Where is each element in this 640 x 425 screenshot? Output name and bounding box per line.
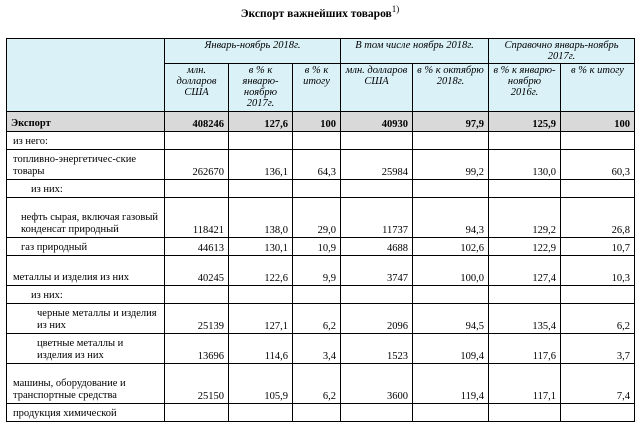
header-pct-total-2017: в % к итогу (561, 64, 635, 112)
row-label: Экспорт (7, 112, 165, 132)
header-pct-oct: в % к октябрю 2018г. (413, 64, 489, 112)
row-label: нефть сырая, включая газовый конденсат природный (7, 198, 165, 238)
cell-value: 6,2 (293, 304, 341, 334)
cell-value: 262670 (165, 150, 229, 180)
cell-value: 127,1 (229, 304, 293, 334)
cell-value: 122,6 (229, 256, 293, 286)
table-row (7, 256, 635, 286)
cell-value: 138,0 (229, 198, 293, 238)
row-label: из них: (7, 180, 165, 198)
cell-value: 6,2 (561, 304, 635, 334)
cell-value (341, 404, 413, 422)
cell-value: 94,5 (413, 304, 489, 334)
cell-value (561, 286, 635, 304)
table-row (7, 112, 635, 132)
table-row (7, 404, 635, 422)
cell-value: 4688 (341, 238, 413, 256)
cell-value: 135,4 (489, 304, 561, 334)
title-footnote: 1) (391, 4, 400, 14)
cell-value: 10,3 (561, 256, 635, 286)
cell-value: 26,8 (561, 198, 635, 238)
cell-value: 40245 (165, 256, 229, 286)
cell-value: 44613 (165, 238, 229, 256)
cell-value (165, 180, 229, 198)
cell-value: 99,2 (413, 150, 489, 180)
cell-value: 64,3 (293, 150, 341, 180)
table-row (7, 286, 635, 304)
cell-value: 3747 (341, 256, 413, 286)
row-label: металлы и изделия из них (7, 256, 165, 286)
row-label: машины, оборудование и транспортные средства (7, 364, 165, 404)
cell-value (229, 132, 293, 150)
cell-value: 127,4 (489, 256, 561, 286)
header-pct-prev-year: в % к январю-ноябрю 2017г. (229, 64, 293, 112)
row-label: из него: (7, 132, 165, 150)
cell-value (489, 286, 561, 304)
cell-value (165, 404, 229, 422)
export-table (6, 38, 635, 422)
cell-value (413, 180, 489, 198)
cell-value (229, 404, 293, 422)
cell-value: 117,1 (489, 364, 561, 404)
cell-value: 29,0 (293, 198, 341, 238)
cell-value (293, 132, 341, 150)
cell-value: 11737 (341, 198, 413, 238)
table-row (7, 364, 635, 404)
row-label: продукция химической (7, 404, 165, 422)
cell-value: 109,4 (413, 334, 489, 364)
header-mln-usd-nov: млн. долларов США (341, 64, 413, 112)
cell-value: 129,2 (489, 198, 561, 238)
header-group-nov-2018: В том числе ноябрь 2018г. (341, 39, 489, 64)
cell-value: 102,6 (413, 238, 489, 256)
cell-value: 40930 (341, 112, 413, 132)
table-row (7, 334, 635, 364)
cell-value (229, 180, 293, 198)
cell-value: 25984 (341, 150, 413, 180)
cell-value: 130,0 (489, 150, 561, 180)
cell-value (165, 132, 229, 150)
cell-value: 2096 (341, 304, 413, 334)
row-label: топливно-энергетичес-ские товары (7, 150, 165, 180)
cell-value (341, 286, 413, 304)
header-pct-2016: в % к январю-ноябрю 2016г. (489, 64, 561, 112)
cell-value: 100,0 (413, 256, 489, 286)
table-row (7, 304, 635, 334)
cell-value (561, 180, 635, 198)
cell-value: 100 (293, 112, 341, 132)
cell-value: 7,4 (561, 364, 635, 404)
cell-value: 119,4 (413, 364, 489, 404)
cell-value (293, 286, 341, 304)
cell-value (413, 132, 489, 150)
header-mln-usd: млн. долларов США (165, 64, 229, 112)
cell-value: 6,2 (293, 364, 341, 404)
cell-value: 25150 (165, 364, 229, 404)
cell-value (413, 404, 489, 422)
cell-value: 13696 (165, 334, 229, 364)
cell-value: 60,3 (561, 150, 635, 180)
cell-value (293, 180, 341, 198)
cell-value (165, 286, 229, 304)
row-label: из них: (7, 286, 165, 304)
cell-value (561, 132, 635, 150)
cell-value: 100 (561, 112, 635, 132)
cell-value (489, 132, 561, 150)
cell-value: 122,9 (489, 238, 561, 256)
cell-value (341, 180, 413, 198)
cell-value (229, 286, 293, 304)
cell-value (413, 286, 489, 304)
row-label: черные металлы и изделия из них (7, 304, 165, 334)
header-group-jan-nov-2017: Справочно январь-ноябрь 2017г. (489, 39, 635, 64)
cell-value: 105,9 (229, 364, 293, 404)
cell-value: 118421 (165, 198, 229, 238)
cell-value: 3,4 (293, 334, 341, 364)
header-group-jan-nov-2018: Январь-ноябрь 2018г. (165, 39, 341, 64)
cell-value: 127,6 (229, 112, 293, 132)
cell-value: 9,9 (293, 256, 341, 286)
cell-value: 114,6 (229, 334, 293, 364)
table-row (7, 198, 635, 238)
cell-value (489, 180, 561, 198)
cell-value: 130,1 (229, 238, 293, 256)
cell-value: 3,7 (561, 334, 635, 364)
cell-value (341, 132, 413, 150)
table-row (7, 132, 635, 150)
cell-value (489, 404, 561, 422)
cell-value: 125,9 (489, 112, 561, 132)
table-row (7, 180, 635, 198)
row-label: газ природный (7, 238, 165, 256)
cell-value: 25139 (165, 304, 229, 334)
page-title: Экспорт важнейших товаров$^{1)}$ (240, 4, 400, 20)
cell-value: 3600 (341, 364, 413, 404)
cell-value: 136,1 (229, 150, 293, 180)
cell-value: 10,9 (293, 238, 341, 256)
row-label: цветные металлы и изделия из них (7, 334, 165, 364)
cell-value: 117,6 (489, 334, 561, 364)
header-blank-cell (7, 39, 165, 112)
table-row (7, 238, 635, 256)
cell-value (293, 404, 341, 422)
cell-value: 97,9 (413, 112, 489, 132)
cell-value: 1523 (341, 334, 413, 364)
table-row (7, 150, 635, 180)
header-pct-total: в % к итогу (293, 64, 341, 112)
cell-value: 408246 (165, 112, 229, 132)
cell-value (561, 404, 635, 422)
cell-value: 10,7 (561, 238, 635, 256)
cell-value: 94,3 (413, 198, 489, 238)
